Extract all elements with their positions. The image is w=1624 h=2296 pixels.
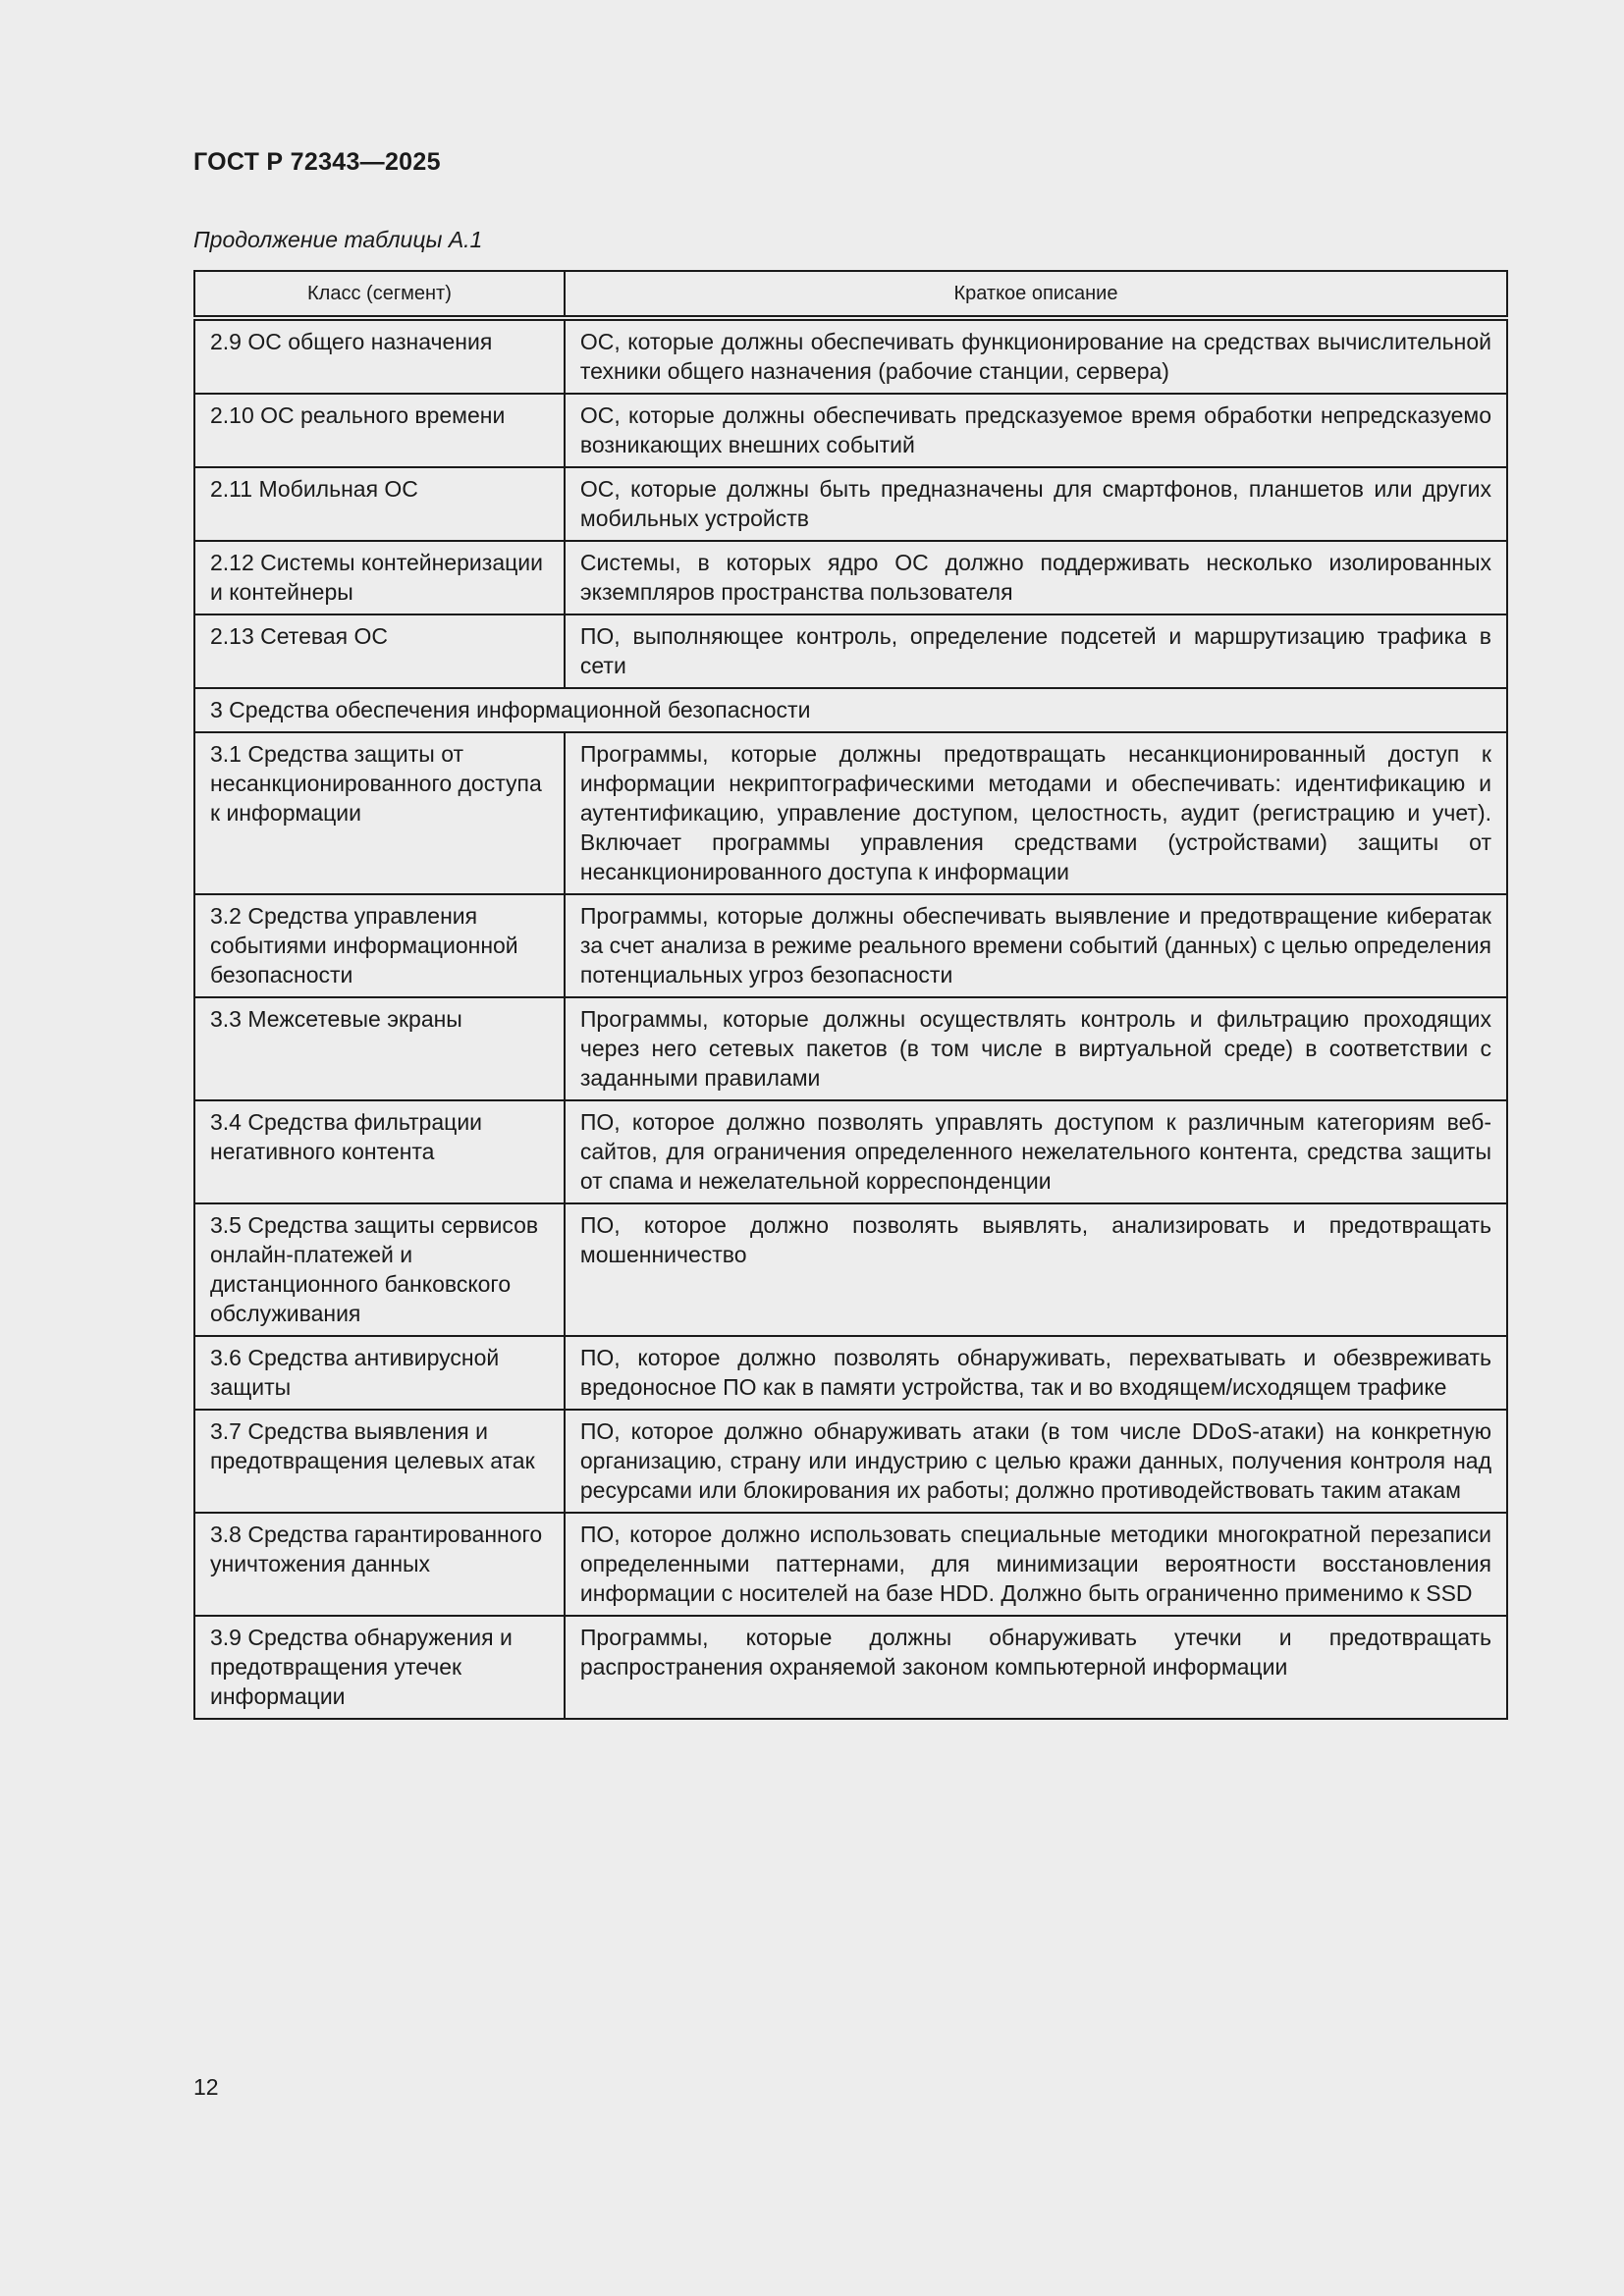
table-row — [194, 1336, 1507, 1410]
class-cell: 3.3 Межсетевые экраны — [194, 997, 565, 1100]
class-cell: 2.10 ОС реального времени — [194, 394, 565, 467]
table-row — [194, 732, 1507, 894]
table-caption: Продолжение таблицы А.1 — [193, 227, 483, 252]
description-cell: ПО, выполняющее контроль, определение подсетей и маршрутизацию трафика в сети — [565, 614, 1507, 688]
description-cell: Программы, которые должны предотвращать несанкционированный доступ к информации некриптографическими методами и обеспечивать: идентификацию и аутентификацию, управление доступом, целостность, аудит (регистрацию и учет). Включает программы управления средствами (устройствами) защиты от несанкционированного доступа к информации — [565, 732, 1507, 894]
class-cell: 3.9 Средства обнаружения и предотвращения утечек информации — [194, 1616, 565, 1719]
table-row — [194, 318, 1507, 394]
class-cell: 2.9 ОС общего назначения — [194, 318, 565, 394]
class-cell: 3.8 Средства гарантированного уничтожения данных — [194, 1513, 565, 1616]
class-cell: 3.2 Средства управления событиями информационной безопасности — [194, 894, 565, 997]
class-cell: 2.11 Мобильная ОС — [194, 467, 565, 541]
table-row — [194, 614, 1507, 688]
description-cell: ОС, которые должны быть предназначены для смартфонов, планшетов или других мобильных устройств — [565, 467, 1507, 541]
class-cell: 3.6 Средства антивирусной защиты — [194, 1336, 565, 1410]
class-cell: 3.7 Средства выявления и предотвращения целевых атак — [194, 1410, 565, 1513]
table-row — [194, 467, 1507, 541]
class-cell: 3.4 Средства фильтрации негативного контента — [194, 1100, 565, 1203]
table-row — [194, 1410, 1507, 1513]
section-heading-cell: 3 Средства обеспечения информационной безопасности — [194, 688, 1507, 732]
class-cell: 3.5 Средства защиты сервисов онлайн-платежей и дистанционного банковского обслуживания — [194, 1203, 565, 1336]
description-cell: ОС, которые должны обеспечивать предсказуемое время обработки непредсказуемо возникающих внешних событий — [565, 394, 1507, 467]
table-row — [194, 1100, 1507, 1203]
class-cell: 3.1 Средства защиты от несанкционированного доступа к информации — [194, 732, 565, 894]
description-cell: Программы, которые должны обнаруживать утечки и предотвращать распространения охраняемой законом компьютерной информации — [565, 1616, 1507, 1719]
class-cell: 2.13 Сетевая ОС — [194, 614, 565, 688]
description-cell: ПО, которое должно обнаруживать атаки (в том числе DDoS-атаки) на конкретную организацию, страну или индустрию с целью кражи данных, получения контроля над ресурсами или блокирования их работы; должно противодействовать таким атакам — [565, 1410, 1507, 1513]
table-header-row — [194, 271, 1507, 318]
column-header-class: Класс (сегмент) — [194, 271, 565, 318]
table-header — [194, 271, 1507, 318]
table-row — [194, 394, 1507, 467]
column-header-description: Краткое описание — [565, 271, 1507, 318]
table-row — [194, 997, 1507, 1100]
description-cell: Программы, которые должны осуществлять контроль и фильтрацию проходящих через него сетевых пакетов (в том числе в виртуальной среде) в соответствии с заданными правилами — [565, 997, 1507, 1100]
table-row — [194, 894, 1507, 997]
description-cell: ПО, которое должно позволять обнаруживать, перехватывать и обезвреживать вредоносное ПО как в памяти устройства, так и во входящем/исходящем трафике — [565, 1336, 1507, 1410]
description-cell: ПО, которое должно позволять выявлять, анализировать и предотвращать мошенничество — [565, 1203, 1507, 1336]
document-header: ГОСТ Р 72343—2025 — [193, 148, 441, 176]
description-cell: ПО, которое должно использовать специальные методики многократной перезаписи определенными паттернами, для минимизации вероятности восстановления информации с носителей на базе HDD. Должно быть ограниченно применимо к SSD — [565, 1513, 1507, 1616]
table-row — [194, 1203, 1507, 1336]
table-row — [194, 1513, 1507, 1616]
description-cell: ОС, которые должны обеспечивать функционирование на средствах вычислительной техники общего назначения (рабочие станции, сервера) — [565, 318, 1507, 394]
page-number: 12 — [193, 2074, 219, 2100]
table-body — [194, 318, 1507, 1719]
description-cell: Системы, в которых ядро ОС должно поддерживать несколько изолированных экземпляров пространства пользователя — [565, 541, 1507, 614]
table-row — [194, 541, 1507, 614]
classification-table — [193, 270, 1508, 1720]
class-cell: 2.12 Системы контейнеризации и контейнеры — [194, 541, 565, 614]
description-cell: ПО, которое должно позволять управлять доступом к различным категориям веб-сайтов, для ограничения определенного нежелательного контента, средства защиты от спама и нежелательной корреспонденции — [565, 1100, 1507, 1203]
table-row — [194, 1616, 1507, 1719]
description-cell: Программы, которые должны обеспечивать выявление и предотвращение кибератак за счет анализа в режиме реального времени событий (данных) с целью определения потенциальных угроз безопасности — [565, 894, 1507, 997]
section-row — [194, 688, 1507, 732]
